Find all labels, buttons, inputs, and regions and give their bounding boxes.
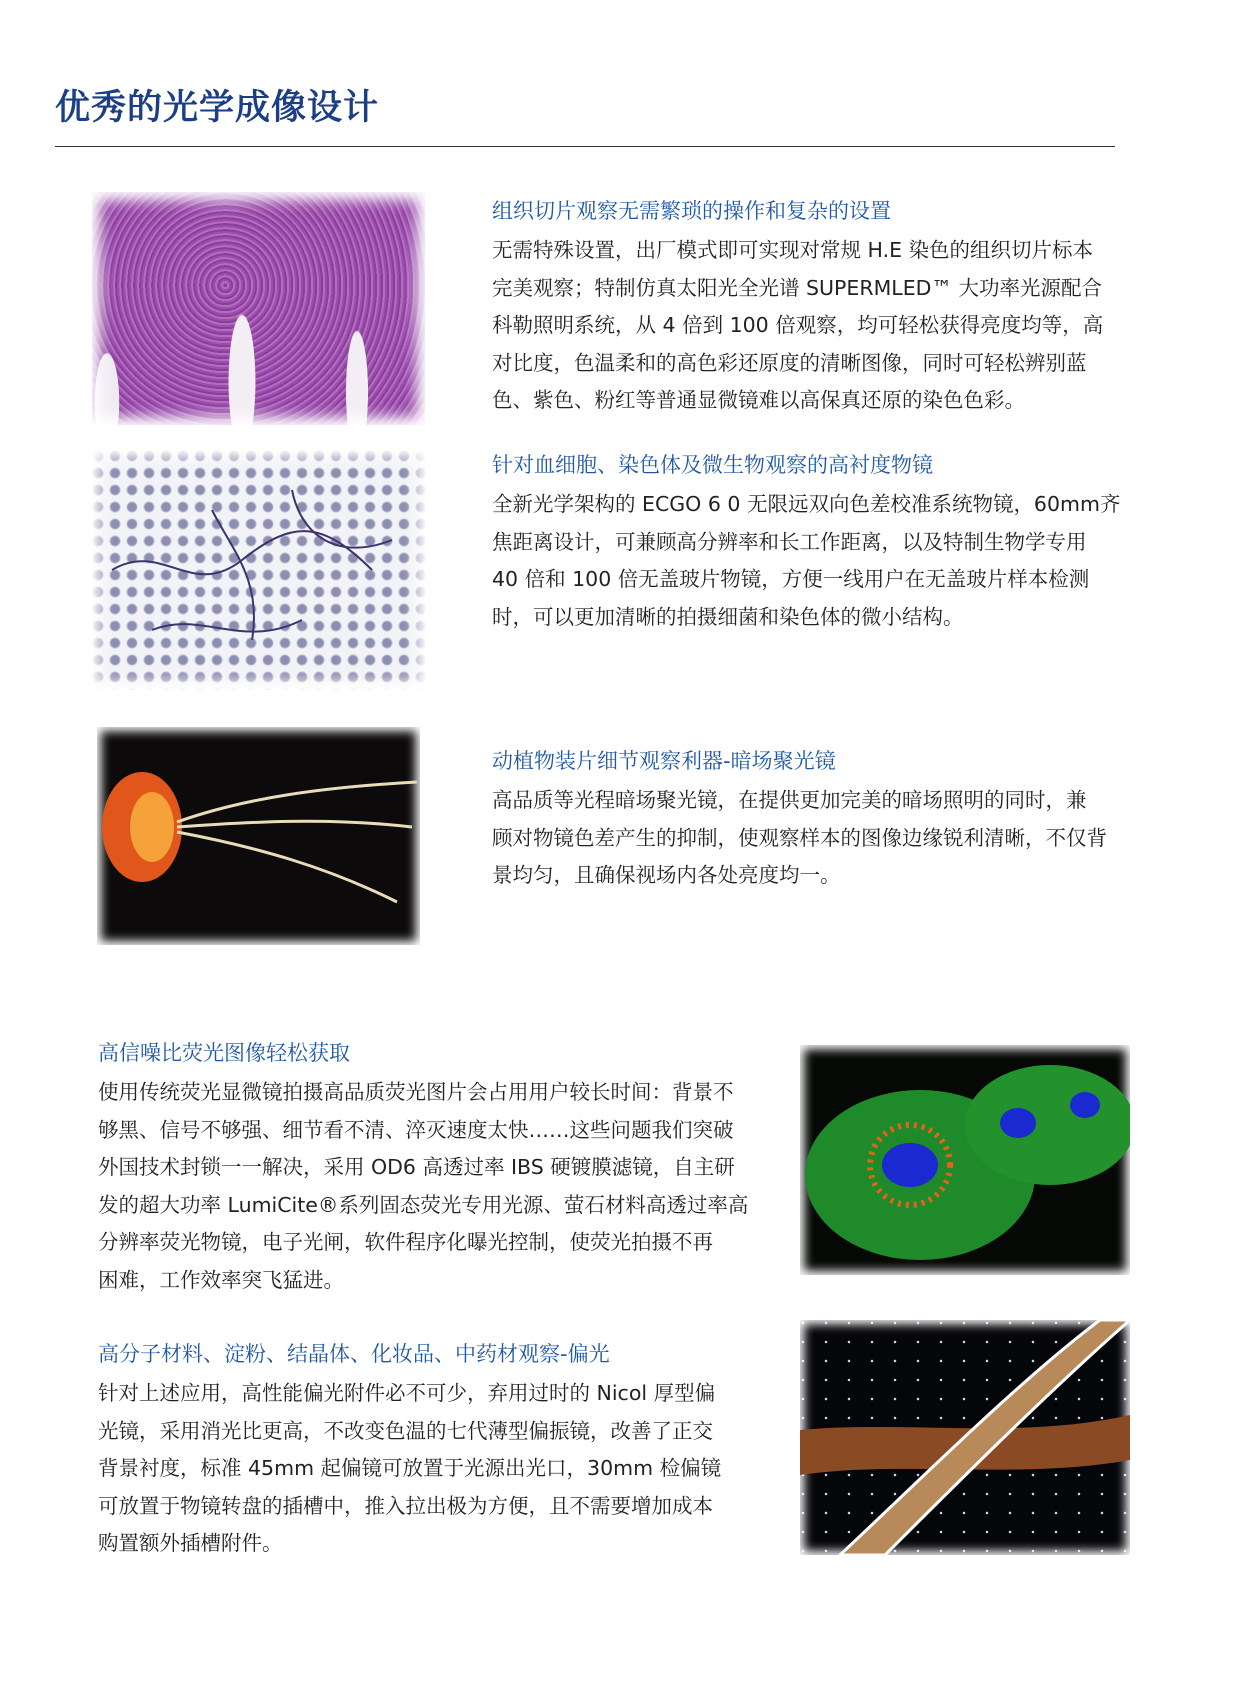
section-line: 高品质等光程暗场聚光镜，在提供更加完美的暗场照明的同时，兼 xyxy=(492,788,1087,812)
title-divider xyxy=(55,146,1115,147)
page-title: 优秀的光学成像设计 xyxy=(55,88,380,128)
tissue-section-image xyxy=(92,192,425,425)
section-line: 色、紫色、粉红等普通显微镜难以高保真还原的染色色彩。 xyxy=(492,388,1025,412)
section-line: 光镜，采用消光比更高，不改变色温的七代薄型偏振镜，改善了正交 xyxy=(98,1418,713,1443)
section-line: 景均匀，且确保视场内各处亮度均一。 xyxy=(492,863,841,887)
polarized-fiber-image xyxy=(800,1320,1130,1555)
fluorescence-cell-image xyxy=(800,1045,1130,1275)
section-line: 全新光学架构的 ECGO 6 0 无限远双向色差校准系统物镜，60mm齐 xyxy=(492,492,1121,516)
section-tissue xyxy=(492,196,1172,420)
section-line: 分辨率荧光物镜，电子光闸，软件程序化曝光控制，使荧光拍摄不再 xyxy=(98,1230,713,1254)
section-heading: 高信噪比荧光图像轻松获取 xyxy=(98,1041,350,1065)
section-line: 够黑、信号不够强、细节看不清、淬灭速度太快……这些问题我们突破 xyxy=(98,1117,734,1142)
polarized-fiber-drawing xyxy=(800,1320,1130,1555)
section-heading: 针对血细胞、染色体及微生物观察的高衬度物镜 xyxy=(492,453,933,477)
section-line: 针对上述应用，高性能偏光附件必不可少，弃用过时的 Nicol 厚型偏 xyxy=(98,1381,716,1405)
section-line: 焦距离设计，可兼顾高分辨率和长工作距离，以及特制生物学专用 xyxy=(492,529,1087,554)
section-blood-cells xyxy=(492,450,1172,636)
section-line: 背景衬度，标准 45mm 起偏镜可放置于光源出光口，30mm 检偏镜 xyxy=(98,1456,722,1480)
blood-cell-image xyxy=(92,450,425,690)
section-line: 发的超大功率 LumiCite®系列固态荧光专用光源、萤石材料高透过率高 xyxy=(98,1192,749,1217)
section-heading: 动植物装片细节观察利器-暗场聚光镜 xyxy=(492,749,836,773)
section-line: 无需特殊设置，出厂模式即可实现对常规 H.E 染色的组织切片标本 xyxy=(492,238,1094,262)
section-heading: 高分子材料、淀粉、结晶体、化妆品、中药材观察-偏光 xyxy=(98,1342,610,1366)
section-heading: 组织切片观察无需繁琐的操作和复杂的设置 xyxy=(492,199,891,223)
darkfield-specimen-drawing xyxy=(97,727,420,945)
section-line: 40 倍和 100 倍无盖玻片物镜，方便一线用户在无盖玻片样本检测 xyxy=(492,567,1090,591)
section-line: 顾对物镜色差产生的抑制，使观察样本的图像边缘锐利清晰，不仅背 xyxy=(492,825,1107,850)
section-line: 科勒照明系统，从 4 倍到 100 倍观察，均可轻松获得亮度均等，高 xyxy=(492,313,1104,337)
section-line: 使用传统荧光显微镜拍摄高品质荧光图片会占用用户较长时间：背景不 xyxy=(98,1080,734,1104)
section-line: 完美观察；特制仿真太阳光全光谱 SUPERMLED™ 大功率光源配合 xyxy=(492,275,1102,300)
section-line: 困难，工作效率突飞猛进。 xyxy=(98,1267,344,1292)
section-line: 对比度，色温柔和的高色彩还原度的清晰图像，同时可轻松辨别蓝 xyxy=(492,350,1087,375)
section-fluorescence xyxy=(98,1038,798,1299)
fluorescence-cell-drawing xyxy=(800,1045,1130,1275)
section-line: 外国技术封锁一一解决，采用 OD6 高透过率 IBS 硬镀膜滤镜，自主研 xyxy=(98,1155,735,1179)
section-darkfield xyxy=(492,746,1172,895)
chromosome-strands xyxy=(92,450,425,690)
darkfield-specimen-image xyxy=(97,727,420,945)
section-line: 购置额外插槽附件。 xyxy=(98,1531,283,1555)
section-line: 时，可以更加清晰的拍摄细菌和染色体的微小结构。 xyxy=(492,604,964,629)
section-polarization xyxy=(98,1339,798,1563)
section-line: 可放置于物镜转盘的插槽中，推入拉出极为方便，且不需要增加成本 xyxy=(98,1493,713,1518)
